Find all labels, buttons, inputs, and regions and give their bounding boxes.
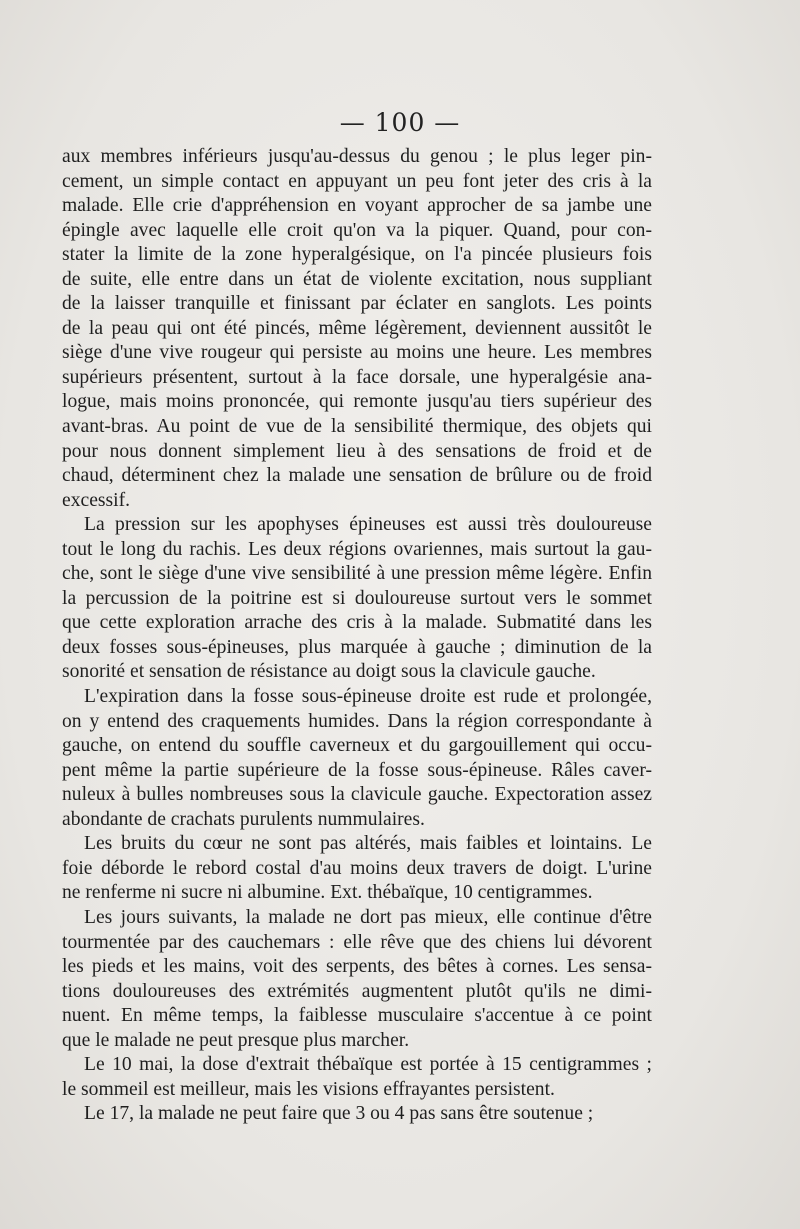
text-line: supérieurs présentent, surtout à la face dorsale, une hyperalgésie ana- xyxy=(62,366,652,388)
text-line: sonorité et sensation de résistance au doigt sous la clavicule gauche. xyxy=(62,661,596,683)
text-line: logue, mais moins prononcée, qui remonte jusqu'au tiers supérieur des xyxy=(62,391,652,413)
text-line: stater la limite de la zone hyperalgésique, on l'a pincée plusieurs fois xyxy=(62,244,652,266)
text-line: de suite, elle entre dans un état de violente excitation, nous suppliant xyxy=(62,268,652,290)
paragraph xyxy=(62,832,652,906)
text-line: les pieds et les mains, voit des serpents, des bêtes à cornes. Les sensa- xyxy=(62,956,652,978)
text-line: foie déborde le rebord costal d'au moins deux travers de doigt. L'urine xyxy=(62,857,652,879)
text-line: deux fosses sous-épineuses, plus marquée à gauche ; diminution de la xyxy=(62,636,652,658)
text-line: tourmentée par des cauchemars : elle rêve que des chiens lui dévorent xyxy=(62,931,652,953)
text-line: que cette exploration arrache des cris à la malade. Submatité dans les xyxy=(62,612,652,634)
paragraph xyxy=(62,685,652,832)
text-line: chaud, déterminent chez la malade une sensation de brûlure ou de froid xyxy=(62,465,652,487)
text-line: abondante de crachats purulents nummulaires. xyxy=(62,808,425,830)
paragraph xyxy=(62,1102,652,1127)
text-line: Le 10 mai, la dose d'extrait thébaïque est portée à 15 centigrammes ; xyxy=(84,1054,652,1076)
text-line: La pression sur les apophyses épineuses est aussi très douloureuse xyxy=(84,514,652,536)
text-line: aux membres inférieurs jusqu'au-dessus du genou ; le plus leger pin- xyxy=(62,146,652,167)
text-line: tout le long du rachis. Les deux régions ovariennes, mais surtout la gau- xyxy=(62,538,652,560)
text-line: nuent. En même temps, la faiblesse musculaire s'accentue à ce point xyxy=(62,1005,652,1027)
paragraph xyxy=(62,513,652,685)
text-line: pour nous donnent simplement lieu à des sensations de froid et de xyxy=(62,440,652,462)
text-line: L'expiration dans la fosse sous-épineuse droite est rude et prolongée, xyxy=(84,686,652,708)
text-line: on y entend des craquements humides. Dans la région correspondante à xyxy=(62,710,652,732)
text-line: Le 17, la malade ne peut faire que 3 ou 4 pas sans être soutenue ; xyxy=(84,1103,594,1125)
paragraph xyxy=(62,145,652,513)
text-line: pent même la partie supérieure de la fosse sous-épineuse. Râles caver- xyxy=(62,759,652,781)
text-line: la percussion de la poitrine est si douloureuse surtout vers le sommet xyxy=(62,587,652,609)
text-line: épingle avec laquelle elle croit qu'on va la piquer. Quand, pour con- xyxy=(62,219,652,241)
text-line: cement, un simple contact en appuyant un peu font jeter des cris à la xyxy=(62,170,652,192)
text-line: de la laisser tranquille et finissant par éclater en sanglots. Les points xyxy=(62,293,652,315)
text-line: malade. Elle crie d'appréhension en voyant approcher de sa jambe une xyxy=(62,195,652,217)
body-text xyxy=(62,145,652,1127)
text-line: gauche, on entend du souffle caverneux et du gargouillement qui occu- xyxy=(62,735,652,757)
text-line: che, sont le siège d'une vive sensibilité à une pression même légère. Enfin xyxy=(62,563,652,585)
text-line: excessif. xyxy=(62,489,131,511)
page-number: — 100 — xyxy=(339,108,461,137)
text-line: siège d'une vive rougeur qui persiste au moins une heure. Les membres xyxy=(62,342,652,364)
paragraph xyxy=(62,906,652,1053)
text-line: que le malade ne peut presque plus marcher. xyxy=(62,1029,410,1051)
text-line: tions douloureuses des extrémités augmentent plutôt qu'ils ne dimi- xyxy=(62,980,652,1002)
text-line: avant-bras. Au point de vue de la sensibilité thermique, des objets qui xyxy=(62,416,652,438)
text-line: nuleux à bulles nombreuses sous la clavicule gauche. Expectoration assez xyxy=(62,784,652,806)
text-line: de la peau qui ont été pincés, même légèrement, deviennent aussitôt le xyxy=(62,317,652,339)
text-line: Les jours suivants, la malade ne dort pas mieux, elle continue d'être xyxy=(84,906,652,928)
paragraph xyxy=(62,1053,652,1102)
text-line: Les bruits du cœur ne sont pas altérés, mais faibles et lointains. Le xyxy=(84,833,652,855)
text-line: ne renferme ni sucre ni albumine. Ext. thébaïque, 10 centigrammes. xyxy=(62,882,593,904)
text-line: le sommeil est meilleur, mais les visions effrayantes persistent. xyxy=(62,1078,555,1100)
